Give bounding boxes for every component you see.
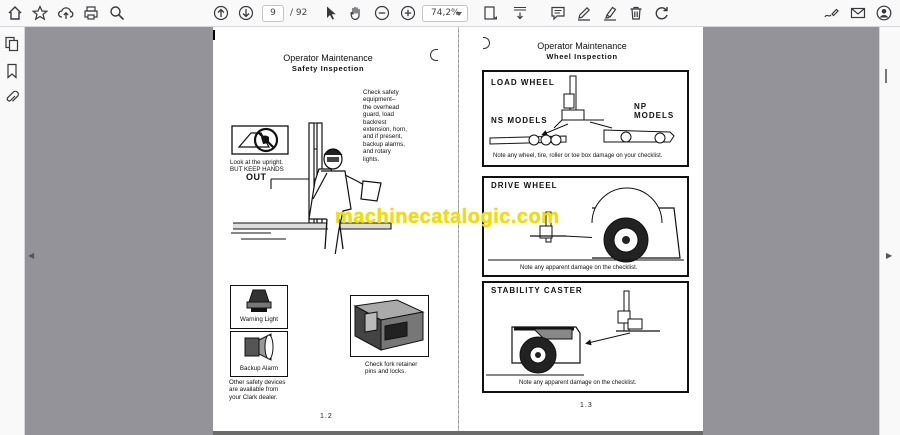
backup-alarm-icon [231, 332, 287, 364]
load-wheel-note: Note any wheel, tire, roller or toe box damage on your checklist. [493, 153, 663, 159]
warning-light-label: Warning Light [240, 316, 278, 323]
page-title: Operator Maintenance [283, 53, 373, 63]
fork-retainer-text: Check fork retainer pins and locks. [365, 361, 418, 376]
left-sidebar [0, 27, 25, 435]
bookmark-star-icon[interactable] [31, 4, 49, 22]
pdf-toolbar [0, 0, 900, 27]
ns-models-label: NS MODELS [491, 116, 548, 125]
backup-alarm-box [230, 331, 288, 377]
page-bottom-edge [213, 431, 703, 435]
collapse-right-icon[interactable]: ▶ [886, 251, 893, 260]
zoom-select[interactable]: 74,2% [422, 5, 468, 22]
load-wheel-panel [482, 70, 689, 167]
stability-caster-note: Note any apparent damage on the checklist. [519, 380, 637, 386]
load-wheel-illustration [484, 72, 687, 165]
np-models-label: NP MODELS [634, 102, 675, 120]
page-number-right: 1.3 [580, 402, 593, 409]
pdf-page-left [213, 27, 458, 431]
page-title: Operator Maintenance [537, 41, 627, 51]
warning-light-icon [231, 286, 287, 316]
account-icon[interactable] [875, 4, 893, 22]
pdf-page-right [459, 27, 703, 431]
page-subtitle: Safety Inspection [291, 64, 365, 73]
page-total: / 92 [290, 8, 308, 18]
stability-caster-title: STABILITY CASTER [491, 286, 583, 295]
binding-hole [483, 37, 490, 49]
bookmarks-icon[interactable] [4, 63, 20, 79]
binding-hole [430, 49, 438, 61]
warning-light-box [230, 285, 288, 329]
next-page-icon[interactable] [237, 4, 255, 22]
forklift-operator-illustration [231, 119, 411, 258]
drive-wheel-note: Note any apparent damage on the checklist. [520, 265, 638, 271]
stability-caster-illustration [484, 283, 687, 391]
page-mark [213, 30, 215, 40]
collapse-left-icon[interactable]: ◀ [28, 251, 35, 260]
fork-retainer-illustration [351, 296, 427, 355]
upload-cloud-icon[interactable] [57, 4, 75, 22]
delete-trash-icon[interactable] [627, 4, 645, 22]
scrollbar-thumb[interactable] [885, 69, 887, 83]
stability-caster-panel [482, 281, 689, 393]
zoom-out-icon[interactable] [373, 4, 391, 22]
highlight-icon[interactable] [601, 4, 619, 22]
zoom-in-icon[interactable] [399, 4, 417, 22]
edit-sign-icon[interactable] [822, 4, 840, 22]
rotate-page-icon[interactable] [511, 4, 529, 22]
email-icon[interactable] [849, 4, 867, 22]
attachments-icon[interactable] [4, 89, 20, 105]
home-icon[interactable] [6, 4, 24, 22]
other-devices-text: Other safety devices are available from your Clark dealer. [229, 379, 286, 401]
search-icon[interactable] [108, 4, 126, 22]
right-sidebar [879, 27, 900, 435]
previous-page-icon[interactable] [212, 4, 230, 22]
print-icon[interactable] [82, 4, 100, 22]
draw-pencil-icon[interactable] [575, 4, 593, 22]
page-thumbnails-icon[interactable] [4, 36, 20, 52]
keep-hands-out: OUT [246, 172, 267, 182]
page-number-input[interactable]: 9 [262, 5, 284, 22]
backup-alarm-label: Backup Alarm [239, 365, 279, 372]
select-cursor-icon[interactable] [322, 4, 340, 22]
page-subtitle: Wheel Inspection [546, 52, 618, 61]
watermark-text: machinecatalogic.com [335, 206, 560, 228]
load-wheel-title: LOAD WHEEL [491, 78, 555, 87]
check-safety-text: Check safety equipment– the overhead guard, load backrest extension, horn, and if present, backup alarms, and rotary lights. [363, 89, 408, 163]
upright-text: Look at the upright. BUT KEEP HANDS [230, 159, 284, 174]
drive-wheel-title: DRIVE WHEEL [491, 181, 558, 190]
comment-icon[interactable] [549, 4, 567, 22]
redo-icon[interactable] [653, 4, 671, 22]
hand-tool-icon[interactable] [347, 4, 365, 22]
fork-retainer-box [350, 295, 429, 357]
fit-page-icon[interactable] [481, 4, 499, 22]
page-number-left: 1.2 [320, 413, 333, 420]
